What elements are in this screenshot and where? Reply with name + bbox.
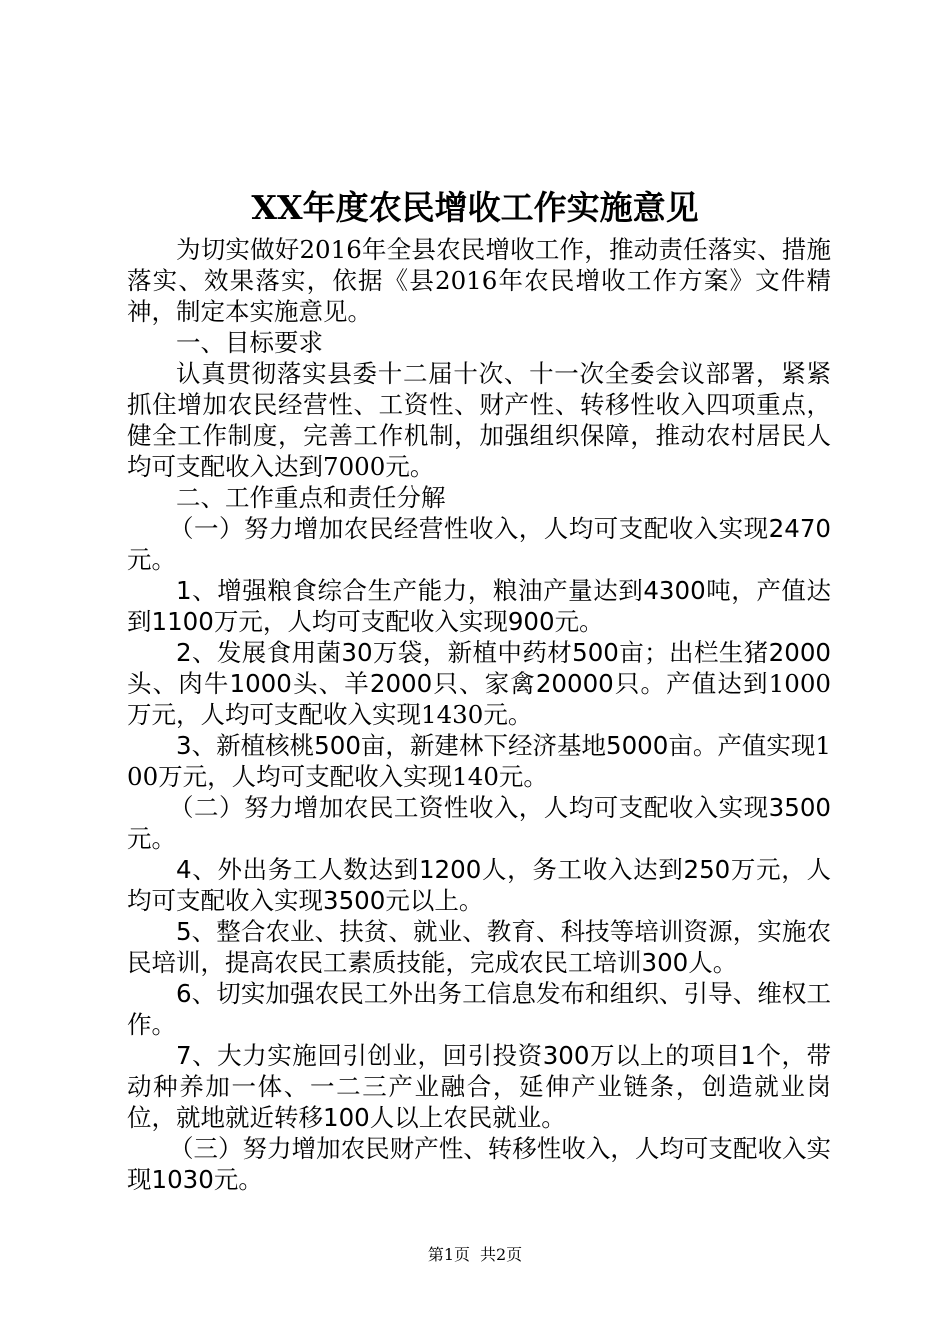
- goals-paragraph: 认真贯彻落实县委十二届十次、十一次全委会议部署，紧紧抓住增加农民经营性、工资性、财产性、转移性收入四项重点，健全工作制度，完善工作机制，加强组织保障，推动农村居民人均可支配收入达到7000元。: [127, 359, 831, 481]
- list-item: 6、切实加强农民工外出务工信息发布和组织、引导、维权工作。: [127, 979, 831, 1039]
- list-item: 5、整合农业、扶贫、就业、教育、科技等培训资源，实施农民培训，提高农民工素质技能，完成农民工培训300人。: [127, 917, 831, 977]
- list-item-text: 产值达到1000万元，人均可支配收入实现1430元。: [127, 669, 831, 729]
- list-item: 4、外出务工人数达到1200人，务工收入达到250万元，人均可支配收入实现3500元以上。: [127, 855, 831, 915]
- intro-paragraph: 为切实做好2016年全县农民增收工作，推动责任落实、措施落实、效果落实，依据《县2016年农民增收工作方案》文件精神，制定本实施意见。: [127, 235, 831, 326]
- list-item: 1、增强粮食综合生产能力，粮油产量达到4300吨，产值达到1100万元，人均可支配收入实现900元。: [127, 576, 831, 636]
- section-heading-tasks: 二、工作重点和责任分解: [176, 483, 446, 512]
- list-item: 7、大力实施回引创业，回引投资300万以上的项目1个，带动种养加一体、一二三产业融合，延伸产业链条，创造就业岗位，就地就近转移100人以上农民就业。: [127, 1041, 831, 1132]
- list-item-text: 产值实现100万元，人均可支配收入实现140元。: [127, 731, 831, 791]
- section-heading-goals: 一、目标要求: [176, 328, 323, 357]
- list-item-text: 2、发展食用菌30万袋，新植中药材500亩；出栏生猪2000头、肉牛1000头、羊2000只、家禽20000只。: [127, 638, 831, 698]
- list-item-text: 3、新植核桃500亩，新建林下经济基地5000亩。: [176, 731, 718, 760]
- list-item: [127, 637, 831, 730]
- subsection-heading-wage-income: （二）努力增加农民工资性收入，人均可支配收入实现3500元。: [127, 793, 831, 853]
- subsection-heading-operating-income: （一）努力增加农民经营性收入，人均可支配收入实现2470元。: [127, 514, 831, 574]
- list-item: [127, 730, 831, 792]
- subsection-heading-property-income: （三）努力增加农民财产性、转移性收入，人均可支配收入实现1030元。: [127, 1134, 831, 1194]
- page-footer: [0, 1244, 950, 1266]
- page-number: 第1页: [427, 1245, 470, 1264]
- document-body: [127, 234, 831, 1195]
- document-title: XX年度农民增收工作实施意见: [251, 188, 699, 227]
- page-total: 共2页: [480, 1245, 523, 1264]
